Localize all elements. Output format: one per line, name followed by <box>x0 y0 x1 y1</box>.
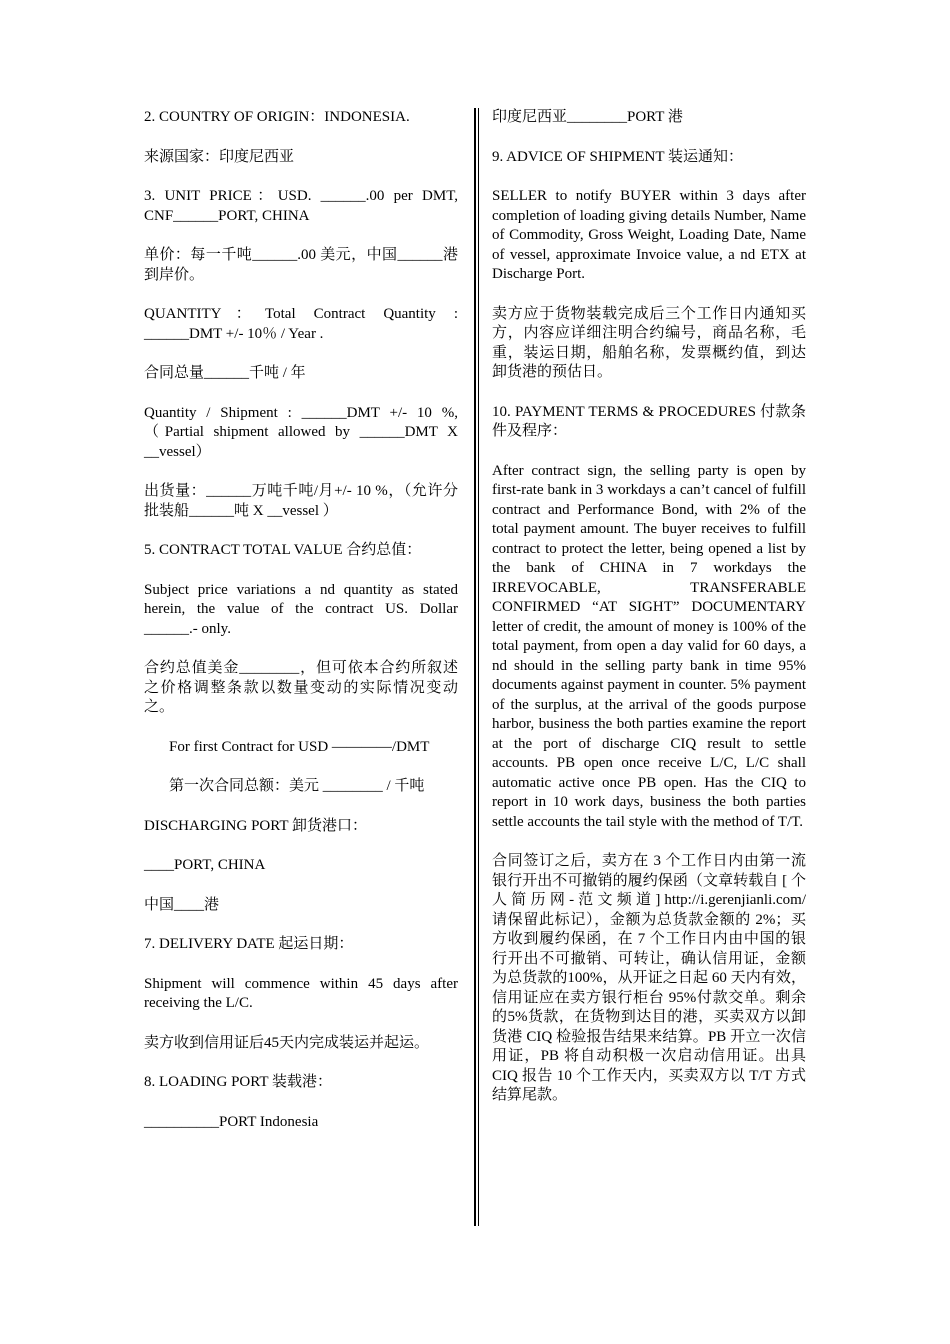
delivery-date-text-cn: 卖方收到信用证后45天内完成装运并起运。 <box>144 1034 430 1051</box>
discharging-port-text-cn: 中国____港 <box>144 896 220 913</box>
delivery-date-heading: 7. DELIVERY DATE 起运日期： <box>144 936 354 952</box>
contract-value-text: Subject price variations a nd quantity as stated herein, the value of the contract US. Dollar ______.- only. <box>144 581 458 637</box>
column-divider <box>474 108 476 1226</box>
payment-terms-heading: 10. PAYMENT TERMS & PROCEDURES 付款条件及程序： <box>492 403 806 439</box>
payment-terms-text-cn: 合同签订之后，卖方在 3 个工作日内由第一流银行开出不可撤销的履约保函（文章转载自 [ 个 人 简 历 网 - 范 文 频 道 ] http://i.gerenjianli.com/ 请保留此标记），金额为总货款金额的 2%；买方收到履约保函，在 7 个工作日内由中国的银行开出不可撤销、可转让，确认信用证，金额为总货款的100%，从开证之日起 60 天内有效，信用证应在卖方银行柜台 95%付款交单。剩余的5%货款，在货物到达目的港，买卖双方以卸货港 CIQ 检验报告结果来结算。PB 开立一次信用证，PB 将自动积极一次启动信用证。出具 CIQ 报告 10 个工作天内，买卖双方以 T/T 方式结算尾款。 <box>492 853 806 1103</box>
loading-port-text: __________PORT Indonesia <box>144 1113 319 1130</box>
quantity-text: QUANTITY：Total Contract Quantity : ______DMT +/- 10％ / Year . <box>144 306 458 342</box>
quantity-text-cn: 合同总量______千吨 / 年 <box>144 365 306 381</box>
column-divider-thin <box>478 108 479 1226</box>
unit-price-text: 3. UNIT PRICE：USD. ______.00 per DMT, CNF______PORT, CHINA <box>144 188 458 224</box>
shipment-advice-heading: 9. ADVICE OF SHIPMENT 装运通知： <box>492 148 743 165</box>
first-contract-text: For first Contract for USD ————/DMT <box>169 738 430 755</box>
origin-heading: 2. COUNTRY OF ORIGIN：INDONESIA. <box>144 109 410 125</box>
shipment-advice-text: SELLER to notify BUYER within 3 days after completion of loading giving details Number, Name of Commodity, Gross Weight, Loading Date, Name of vessel, approximate Invoice value, a nd ETX at Discharge Port. <box>492 188 806 282</box>
shipment-advice-text-cn: 卖方应于货物装载完成后三个工作日内通知买方，内容应详细注明合约编号，商品名称，毛重，装运日期，船舶名称，发票概约值，到达卸货港的预估日。 <box>492 305 806 380</box>
discharging-port-text: ____PORT, CHINA <box>144 857 266 873</box>
discharging-port-heading: DISCHARGING PORT 卸货港口： <box>144 817 368 834</box>
right-column <box>492 108 806 1126</box>
first-contract-text-cn: 第一次合同总额：美元 ________ / 千吨 <box>169 778 425 794</box>
shipment-quantity-text: Quantity / Shipment : ______DMT +/- 10 %,（Partial shipment allowed by ______DMT X __vessel） <box>144 404 458 460</box>
delivery-date-text: Shipment will commence within 45 days after receiving the L/C. <box>144 975 458 1011</box>
shipment-quantity-text-cn: 出货量：______万吨千吨/月+/- 10 %，（允许分批装船______吨 X __vessel ） <box>144 483 458 519</box>
contract-value-text-cn: 合约总值美金________，但可依本合约所叙述之价格调整条款以数量变动的实际情况变动之。 <box>144 660 458 715</box>
payment-terms-text: After contract sign, the selling party is open by first-rate bank in 3 workdays a can’t cancel of fulfill contract and Performance Bond, with 2% of the total payment amount. The buyer receives to fulfill contract to protect the letter, being opened a list by the bank of CHINA in 7 workdays the IRREVOCABLE, TRANSFERABLE CONFIRMED “AT SIGHT” DOCUMENTARY letter of credit, the amount of money is 100% of the total payment, from open a day valid for 60 days, a nd should in the selling party bank in time 95% documents against payment in counter. 5% payment of the surplus, at the arrival of the goods purpose harbor, business the both parties examine the report at the port of discharge CIQ result to settle accounts. PB open once receive L/C, L/C shall automatic active once PB open. Has the CIQ to report in 10 work days, business the both parties settle accounts the tail style with the method of T/T. <box>492 462 806 830</box>
loading-port-heading: 8. LOADING PORT 装载港： <box>144 1074 332 1090</box>
contract-value-heading: 5. CONTRACT TOTAL VALUE 合约总值： <box>144 542 422 558</box>
origin-heading-cn: 来源国家：印度尼西亚 <box>144 148 295 165</box>
loading-port-text-cn: 印度尼西亚________PORT 港 <box>492 109 683 125</box>
unit-price-text-cn: 单价：每一千吨______.00 美元，中国______港到岸价。 <box>144 247 458 283</box>
left-column <box>144 108 458 1152</box>
